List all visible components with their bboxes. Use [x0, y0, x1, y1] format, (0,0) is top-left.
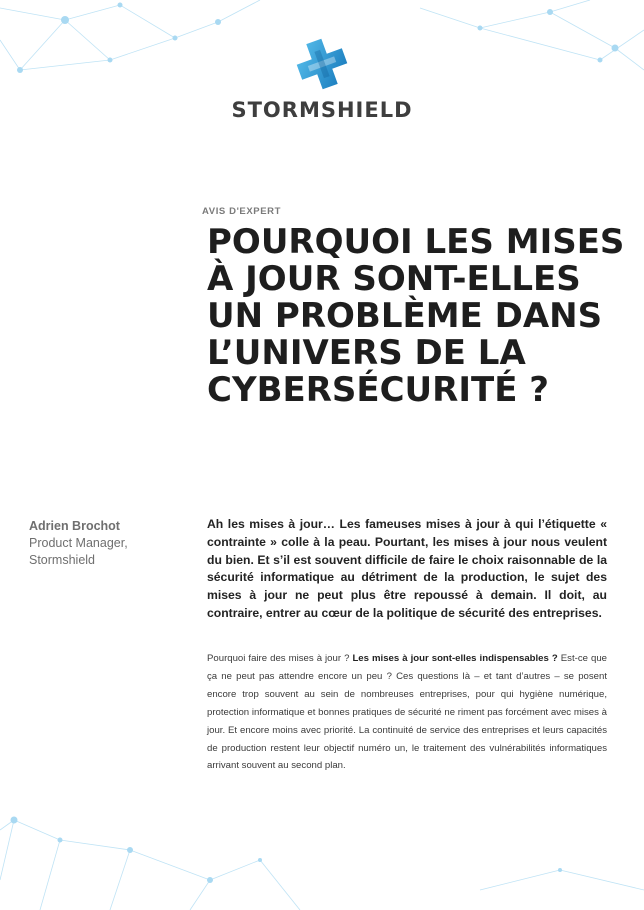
network-pattern-bottom [0, 800, 644, 910]
author-org: Stormshield [29, 553, 95, 567]
article-title: POURQUOI LES MISES À JOUR SONT-ELLES UN PROBLÈME DANS L’UNIVERS DE LA CYBERSÉCURITÉ ? [207, 222, 625, 410]
brand-logo [0, 36, 644, 122]
body-text-part2: Est-ce que ça ne peut pas attendre encore un peu ? Ces questions là – et tant d’autres – se posent encore trop souvent au sein de nombreuses entreprises, pour qui hygiène numérique, protection informatique et bonnes pratiques de sécurité ne riment pas forcément avec mises à jour. Et encore moins avec priorité. La continuité de service des entreprises et leurs capacités de production restent leur objectif numéro un, le traitement des vulnérabilités informatiques arrivant souvent au second plan. [207, 653, 607, 772]
stormshield-shield-icon [294, 36, 350, 92]
lead-paragraph: Ah les mises à jour… Les fameuses mises à jour à qui l’étiquette « contrainte » colle à la peau. Pourtant, les mises à jour nous veulent du bien. Et s’il est souvent difficile de faire le choix raisonnable de la sécurité informatique au détriment de la production, le sujet des mises à jour ne peut plus être repoussé à demain. Il doit, au contraire, entrer au cœur de la politique de sécurité des entreprises. [207, 517, 607, 620]
brand-wordmark: STORMSHIELD [231, 98, 413, 122]
author-block [29, 518, 189, 569]
article-kicker: AVIS D'EXPERT [202, 206, 282, 217]
body-text-part1: Pourquoi faire des mises à jour ? [207, 653, 353, 664]
author-role: Product Manager, [29, 536, 128, 550]
body-paragraph [207, 650, 607, 775]
author-name: Adrien Brochot [29, 519, 120, 533]
body-emphasis: Les mises à jour sont-elles indispensables ? [352, 653, 558, 664]
